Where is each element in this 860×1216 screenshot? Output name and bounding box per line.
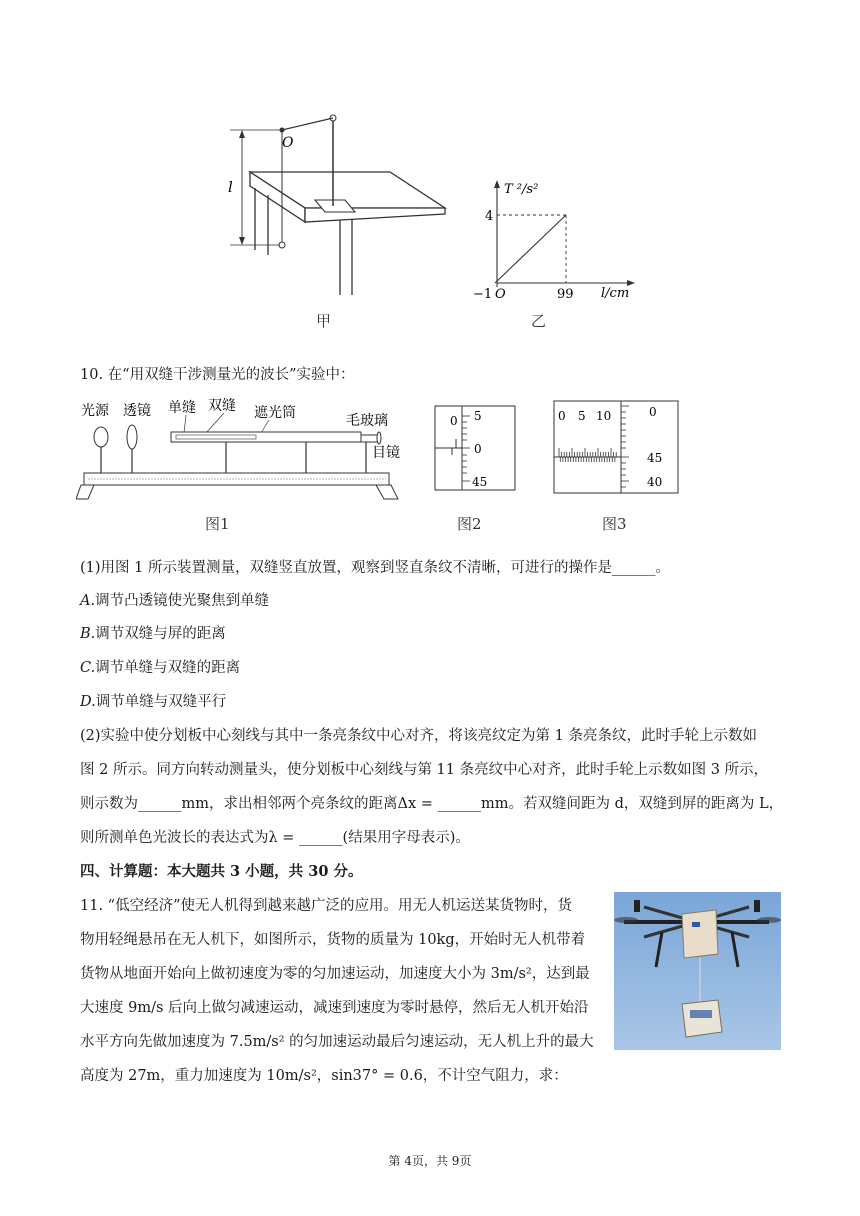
q11-line1: 11. “低空经济”使无人机得到越来越广泛的应用。用无人机运送某货物时，货 xyxy=(80,898,572,914)
double-slit-apparatus-figure xyxy=(76,395,421,515)
x-axis-label: l/cm xyxy=(601,286,630,300)
option-c-letter: C. xyxy=(80,660,96,676)
page-footer: 第 4页，共 9页 xyxy=(388,1154,472,1168)
section-heading: 四、计算题：本大题共 3 小题，共 30 分。 xyxy=(80,863,363,880)
label-ground-glass: 毛玻璃 xyxy=(346,413,388,429)
y-tick-4: 4 xyxy=(485,209,494,224)
figure-jia-label: 甲 xyxy=(316,312,332,330)
q11-line5: 水平方向先做加速度为 7.5m/s² 的匀加速运动最后匀速运动，无人机上升的最大 xyxy=(80,1034,594,1050)
x-neg-tick: −1 xyxy=(473,287,493,300)
q10-part2-line3: 则示数为______mm，求出相邻两个亮条纹的距离Δx = ______mm。若双缝间距为 d，双缝到屏的距离为 L， xyxy=(80,796,784,812)
option-d xyxy=(80,690,226,711)
label-tube: 遮光筒 xyxy=(254,405,296,421)
label-single-slit: 单缝 xyxy=(168,400,196,416)
q11-line2: 物用轻绳悬吊在无人机下，如图所示，货物的质量为 10kg，开始时无人机带着 xyxy=(80,932,586,948)
point-o-label: O xyxy=(282,135,294,151)
length-label: l xyxy=(228,178,233,196)
fig2-tick-0: 0 xyxy=(474,442,482,456)
fig2-caption: 图2 xyxy=(457,515,482,533)
option-b-letter: B. xyxy=(80,626,96,642)
label-double-slit: 双缝 xyxy=(208,398,236,414)
origin-label: O xyxy=(495,287,506,300)
option-c xyxy=(80,656,240,677)
fig2-tick-45: 45 xyxy=(472,475,488,489)
q11-line3: 货物从地面开始向上做初速度为零的匀加速运动，加速度大小为 3m/s²，达到最 xyxy=(80,966,590,982)
option-d-text: 调节单缝与双缝平行 xyxy=(95,694,227,710)
q10-title: 10. 在“用双缝干涉测量光的波长”实验中： xyxy=(80,367,355,383)
t2-l-graph xyxy=(465,175,645,300)
fig3-main-0: 0 xyxy=(558,409,566,423)
pendulum-figure xyxy=(220,100,470,330)
option-c-text: 调节单缝与双缝的距离 xyxy=(95,660,241,676)
fig2-main-zero: 0 xyxy=(450,414,458,428)
q10-part2-line1: (2)实验中使分划板中心刻线与其中一条亮条纹中心对齐，将该亮纹定为第 1 条亮条纹，此时手轮上示数如 xyxy=(80,728,757,744)
fig3-tick-40: 40 xyxy=(647,475,663,489)
x-tick-99: 99 xyxy=(557,287,574,300)
fig3-main-10: 10 xyxy=(596,409,612,423)
drone-photo xyxy=(614,892,781,1050)
fig3-caption: 图3 xyxy=(602,515,627,533)
option-a xyxy=(80,589,269,610)
option-a-letter: A. xyxy=(80,593,96,609)
fig1-caption: 图1 xyxy=(205,515,230,533)
fig3-tick-0: 0 xyxy=(649,405,657,419)
label-light-source: 光源 xyxy=(81,403,109,419)
q11-line6: 高度为 27m，重力加速度为 10m/s²，sin37° = 0.6，不计空气阻力，求： xyxy=(80,1068,568,1084)
q10-part2-line2: 图 2 所示。同方向转动测量头，使分划板中心刻线与第 11 条亮纹中心对齐，此时手轮上示数如图 3 所示， xyxy=(80,762,769,778)
option-a-text: 调节凸透镜使光聚焦到单缝 xyxy=(95,593,270,609)
option-b-text: 调节双缝与屏的距离 xyxy=(95,626,226,642)
fig2-tick-5: 5 xyxy=(474,409,482,423)
micrometer-fig2 xyxy=(434,405,519,495)
fig3-main-5: 5 xyxy=(578,409,586,423)
label-eyepiece: 目镜 xyxy=(372,445,400,461)
q11-line4: 大速度 9m/s 后向上做匀减速运动，减速到速度为零时悬停，然后无人机开始沿 xyxy=(80,1000,589,1016)
micrometer-fig3 xyxy=(553,400,683,496)
q10-part2-line4: 则所测单色光波长的表达式为λ = ______(结果用字母表示)。 xyxy=(80,830,470,846)
fig3-tick-45: 45 xyxy=(647,451,663,465)
figure-yi-label: 乙 xyxy=(531,312,547,330)
option-d-letter: D. xyxy=(80,694,96,710)
option-b xyxy=(80,622,226,643)
q10-part1: (1)用图 1 所示装置测量，双缝竖直放置，观察到竖直条纹不清晰，可进行的操作是______。 xyxy=(80,560,670,576)
y-axis-label: T ²/s² xyxy=(504,182,539,197)
label-lens: 透镜 xyxy=(123,403,151,419)
